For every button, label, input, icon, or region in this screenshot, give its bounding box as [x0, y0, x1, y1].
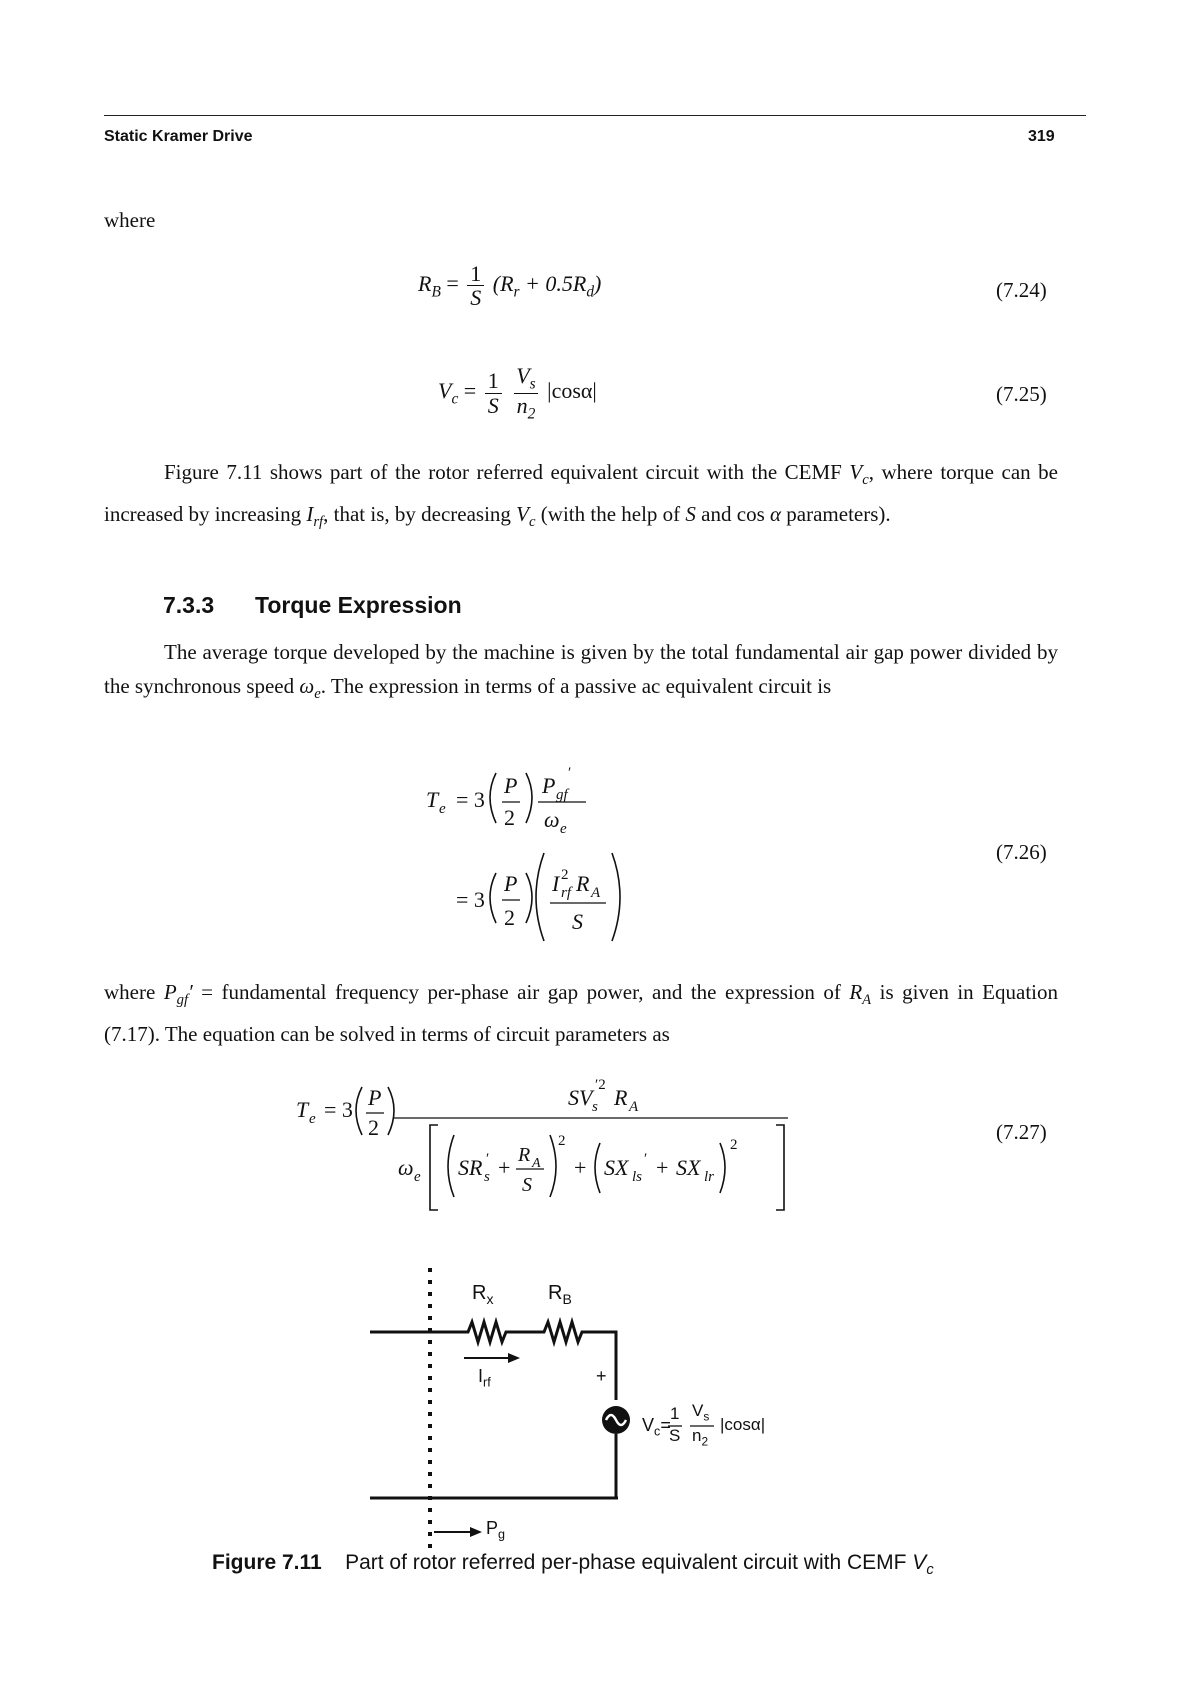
svg-text:T: T [296, 1097, 309, 1122]
svg-text:SX: SX [676, 1155, 701, 1180]
svg-text:′: ′ [486, 1151, 490, 1167]
svg-text:= 3: = 3 [456, 787, 485, 812]
equation-7-24: $R_B$ = $\frac{1}{S}$ $(R_r + 0.5R_d)$ [418, 261, 602, 311]
vc-tail: |cosα| [720, 1415, 766, 1434]
svg-text:2: 2 [558, 1133, 566, 1149]
irf-label: $I_{rf}$ [478, 1366, 491, 1390]
svg-text:P: P [504, 871, 518, 896]
paragraph-2: The average torque developed by the machine is given by the total fundamental air gap power divided by the synchronous speed $\omega_e$. The expression in terms of a passive ac equivalent circuit is [104, 640, 1058, 703]
rb-label: $R_B$ [548, 1282, 572, 1307]
svg-text:= 3: = 3 [324, 1097, 353, 1122]
svg-text:P: P [542, 773, 556, 798]
circuit-diagram [360, 1260, 830, 1550]
svg-text:I: I [552, 871, 560, 896]
svg-text:P: P [368, 1085, 382, 1110]
svg-text:′: ′ [568, 765, 572, 781]
svg-text:2: 2 [504, 905, 515, 930]
vc-num2: $V_s$ [692, 1401, 710, 1424]
svg-text:= 3: = 3 [456, 887, 485, 912]
svg-text:R: R [576, 871, 590, 896]
svg-text:e: e [439, 801, 446, 817]
section-heading [163, 592, 462, 619]
svg-text:A: A [629, 1099, 639, 1115]
equation-7-26 [420, 745, 680, 955]
vc-den2: $n_2$ [692, 1426, 709, 1449]
equation-number-7-27: (7.27) [996, 1120, 1047, 1144]
page-number: 319 [1028, 128, 1055, 145]
svg-text:SR: SR [458, 1155, 483, 1180]
svg-text:SX: SX [604, 1155, 629, 1180]
svg-text:rf: rf [561, 885, 572, 901]
pg-label: $P_g$ [486, 1518, 506, 1542]
paragraph-3: where $P_{gf}'$ = fundamental frequency per-phase air gap power, and the expression of $R_A$ is given in Equation (7.17). The equation can be solved in terms of circuit parameters as [104, 980, 1058, 1047]
section-number: 7.3.3 [163, 592, 215, 618]
svg-text:2: 2 [368, 1115, 379, 1140]
svg-text:A: A [532, 1156, 541, 1171]
svg-text:2: 2 [504, 805, 515, 830]
svg-text:e: e [414, 1169, 421, 1185]
svg-text:′: ′ [644, 1151, 648, 1167]
svg-text:T: T [426, 787, 439, 812]
svg-text:ω: ω [544, 807, 560, 832]
svg-text:s: s [484, 1169, 490, 1185]
svg-text:′2: ′2 [595, 1077, 606, 1093]
intro-text: where [104, 208, 156, 232]
svg-text:R: R [518, 1144, 531, 1166]
figure-caption: Figure 7.11 Part of rotor referred per-phase equivalent circuit with CEMF $V_c$ [212, 1551, 934, 1579]
svg-text:+: + [574, 1155, 587, 1180]
equation-number-7-25: (7.25) [996, 382, 1047, 406]
svg-text:A: A [591, 885, 601, 901]
section-title: Torque Expression [255, 592, 462, 618]
svg-text:S: S [572, 909, 583, 934]
caption-text: Part of rotor referred per-phase equivalent circuit with CEMF [345, 1551, 913, 1574]
svg-text:+: + [498, 1155, 511, 1180]
svg-text:e: e [560, 821, 567, 837]
equation-number-7-26: (7.26) [996, 840, 1047, 864]
running-title: Static Kramer Drive [104, 128, 253, 145]
svg-text:P: P [504, 773, 518, 798]
svg-text:2: 2 [730, 1137, 738, 1153]
svg-text:2: 2 [561, 867, 569, 883]
svg-text:R: R [614, 1085, 628, 1110]
figure-label: Figure 7.11 [212, 1551, 322, 1574]
equation-7-27 [292, 1065, 802, 1215]
svg-text:SV: SV [568, 1085, 593, 1110]
rx-label: $R_x$ [472, 1282, 494, 1307]
svg-text:e: e [309, 1111, 316, 1127]
svg-text:gf: gf [556, 787, 568, 803]
vc-num1: 1 [670, 1404, 680, 1423]
circuit-wires [360, 1260, 830, 1550]
svg-text:+: + [656, 1155, 669, 1180]
svg-text:lr: lr [704, 1169, 715, 1185]
svg-text:S: S [522, 1174, 532, 1196]
svg-text:ω: ω [398, 1155, 414, 1180]
svg-text:ls: ls [632, 1169, 643, 1185]
vc-label: $V_c=$ [642, 1415, 671, 1439]
paragraph-1: Figure 7.11 shows part of the rotor referred equivalent circuit with the CEMF $V_c$, where torque can be increased by increasing $I_{rf}$, that is, by decreasing $V_c$ (with the help of S and cos α parameters). [104, 460, 1058, 531]
header-rule [104, 115, 1086, 116]
equation-number-7-24: (7.24) [996, 278, 1047, 302]
plus-sign: + [596, 1366, 607, 1386]
equation-7-25: $V_c$ = $\frac{1}{S}$ $\frac{V_s}{n_2}$ |cosα| [438, 363, 597, 422]
svg-text:s: s [592, 1099, 598, 1115]
vc-den1: S [669, 1426, 681, 1445]
